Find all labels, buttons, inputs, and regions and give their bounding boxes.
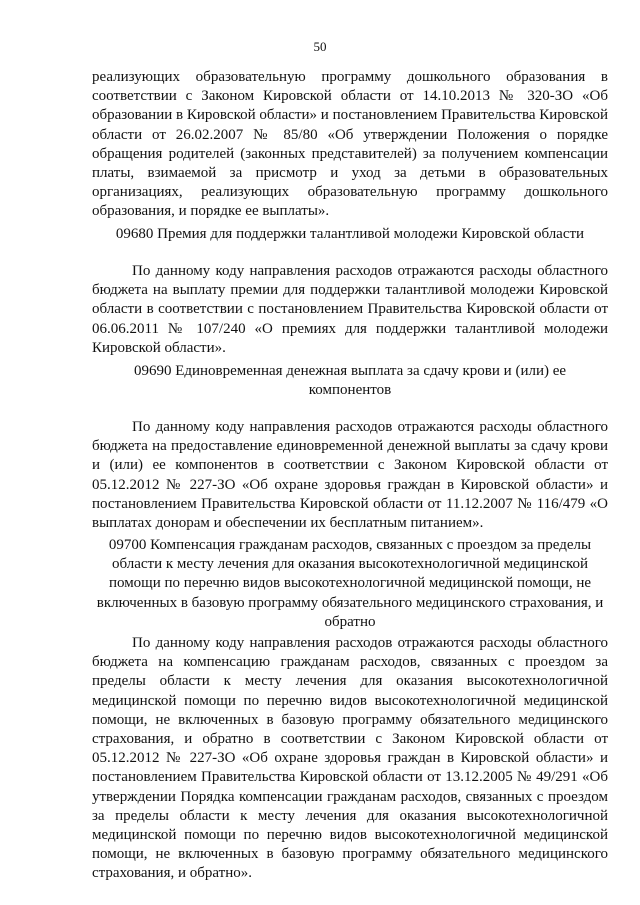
section-heading-09690: 09690 Единовременная денежная выплата за сдачу крови и (или) ее компонентов (133, 363, 567, 399)
paragraph-09690: По данному коду направления расходов отражаются расходы областного бюджета на предоставление единовременной денежной выплаты за сдачу крови и (или) ее компонентов в соответствии с Законом Кировской области от 05.12.2012 № 227-ЗО «Об охране здоровья граждан в Кировской области» и постановлением Правительства Кировской области от 11.12.2007 № 116/479 «О выплатах донорам и обеспечении их бесплатным питанием». (92, 419, 608, 532)
section-heading-09700: 09700 Компенсация гражданам расходов, связанных с проездом за пределы области к месту лечения для оказания высокотехнологичной медицинской помощи по перечню видов высокотехнологичной медицинской помощи, не включенных в базовую программу обязательного медицинского страхования, и обратно (96, 537, 604, 630)
paragraph-09680: По данному коду направления расходов отражаются расходы областного бюджета на выплату премии для поддержки талантливой молодежи Кировской области в соответствии с постановлением Правительства Кировской области от 06.06.2011 № 107/240 «О премиях для поддержки талантливой молодежи Кировской области». (92, 263, 608, 356)
paragraph-continuation: реализующих образовательную программу дошкольного образования в соответствии с Законом Кировской области от 14.10.2013 № 320-ЗО «Об образовании в Кировской области» и постановлением Правительства Кировской области от 26.02.2007 № 85/80 «Об утверждении Положения о порядке обращения родителей (законных представителей) за получением компенсации платы, взимаемой за присмотр и уход за детьми в образовательных организациях, реализующих образовательную программу дошкольного образования, и порядке ее выплаты». (92, 69, 608, 220)
section-heading-09680: 09680 Премия для поддержки талантливой молодежи Кировской области (115, 226, 585, 242)
page-number: 50 (313, 39, 327, 54)
paragraph-09700: По данному коду направления расходов отражаются расходы областного бюджета на компенсацию гражданам расходов, связанных с проездом за пределы области к месту лечения для оказания высокотехнологичной медицинской помощи по перечню видов высокотехнологичной медицинской помощи, не включенных в базовую программу обязательного медицинского страхования, и обратно в соответствии с Законом Кировской области от 05.12.2012 № 227-ЗО «Об охране здоровья граждан в Кировской области» и постановлением Правительства Кировской области от 13.12.2005 № 49/291 «Об утверждении Порядка компенсации гражданам расходов, связанных с проездом за пределы области к месту лечения для оказания высокотехнологичной медицинской помощи по перечню видов высокотехнологичной медицинской помощи, не включенных в базовую программу обязательного медицинского страхования, и обратно». (92, 635, 608, 882)
